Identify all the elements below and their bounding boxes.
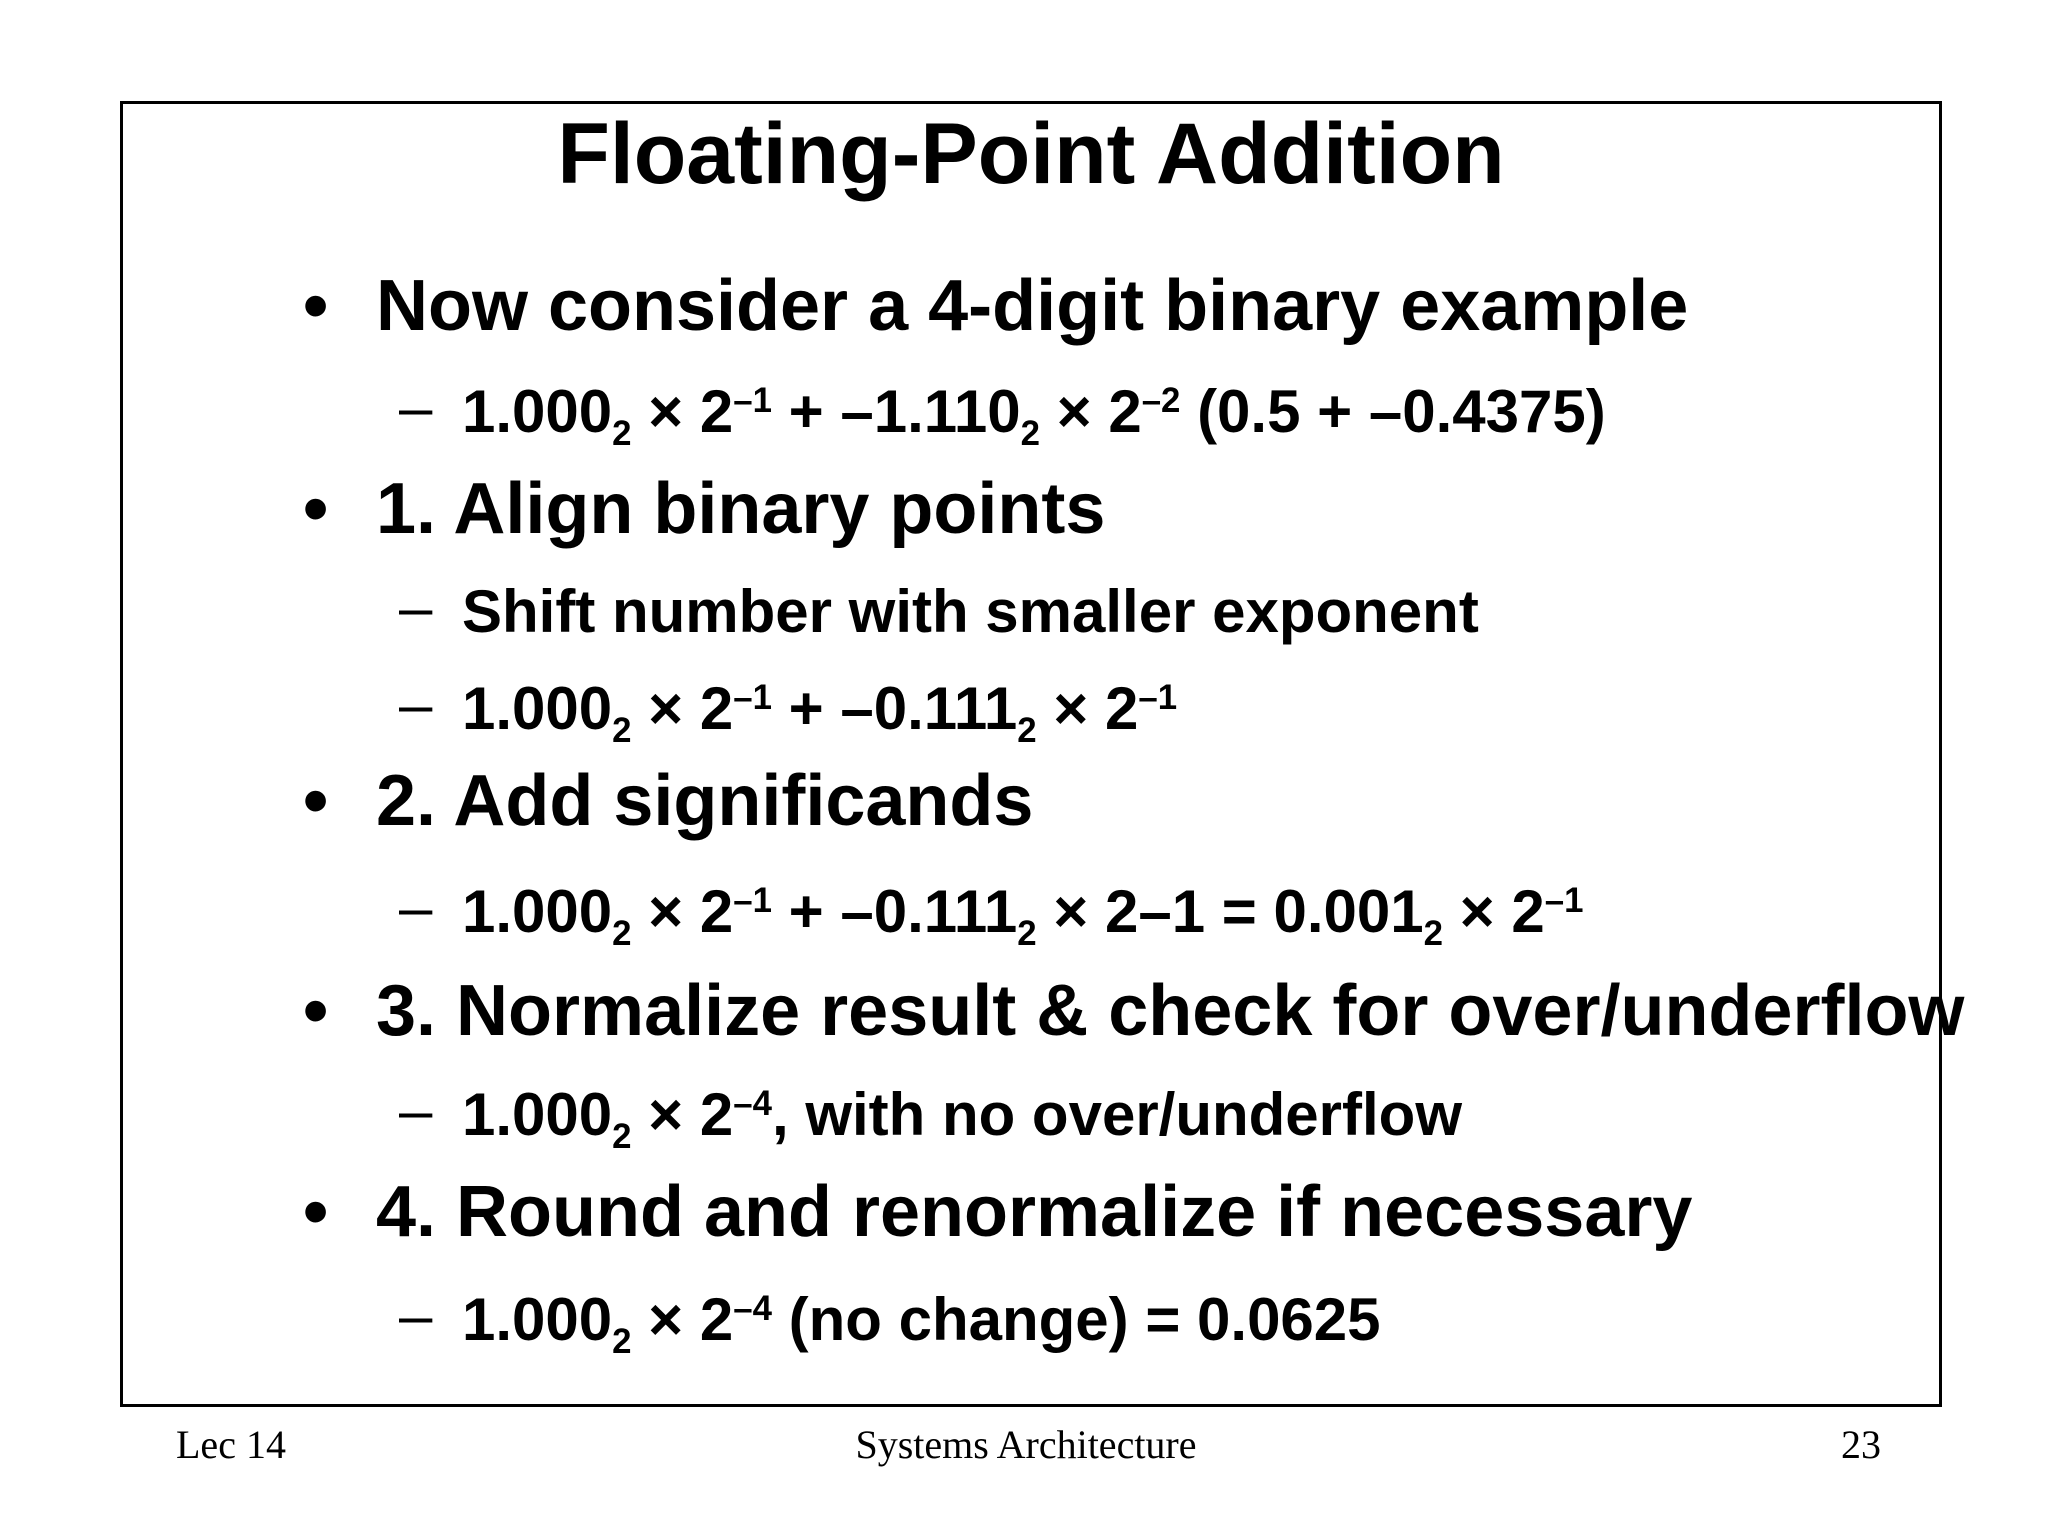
sub-bullet-text	[462, 378, 1606, 454]
sub-bullet-item	[281, 574, 1479, 650]
slide-title-text: Floating-Point Addition	[557, 106, 1505, 202]
superscript: –1	[733, 677, 772, 717]
text-run: + –0.111	[771, 675, 1018, 742]
bullet-text: 2. Add significands	[376, 761, 1034, 841]
sub-bullet-text	[462, 878, 1584, 954]
bullet-icon: •	[303, 266, 329, 346]
subscript: 2	[612, 1117, 632, 1157]
dash-icon: –	[399, 671, 433, 738]
dash-icon: –	[399, 574, 433, 641]
bullet-text: 4. Round and renormalize if necessary	[376, 1172, 1693, 1252]
superscript: –1	[733, 880, 772, 920]
subscript: 2	[612, 1322, 632, 1362]
bullet-text: Now consider a 4-digit binary example	[376, 266, 1689, 346]
sub-bullet-text: Shift number with smaller exponent	[462, 578, 1479, 645]
text-run: × 2	[631, 675, 734, 742]
bullet-icon: •	[303, 469, 329, 549]
superscript: –4	[733, 1083, 772, 1123]
bullet-item	[253, 261, 1689, 351]
slide-title	[123, 104, 1939, 204]
superscript: –1	[1544, 880, 1584, 920]
footer-course-title: Systems Architecture	[855, 1422, 1197, 1467]
sub-bullet-item	[281, 1077, 1462, 1157]
bullet-item	[253, 756, 1034, 846]
slide-frame	[120, 101, 1965, 1407]
subscript: 2	[1423, 914, 1443, 954]
sub-bullet-text	[462, 1081, 1462, 1157]
bullet-icon: •	[303, 761, 329, 841]
text-run: + –1.110	[771, 378, 1021, 445]
text-run: × 2	[1039, 378, 1142, 445]
text-run: × 2	[631, 1286, 734, 1353]
superscript: –2	[1141, 380, 1181, 420]
sub-bullet-text	[462, 675, 1178, 751]
text-run: 1.000	[462, 675, 613, 742]
sub-bullet-item	[281, 671, 1178, 751]
dash-icon: –	[399, 874, 433, 941]
bullet-icon: •	[303, 971, 329, 1051]
footer-lecture: Lec 14	[176, 1422, 286, 1467]
text-run: × 2	[1036, 675, 1139, 742]
text-run: + –0.111	[771, 878, 1018, 945]
subscript: 2	[612, 414, 632, 454]
text-run: × 2	[631, 378, 734, 445]
subscript: 2	[1017, 914, 1037, 954]
text-run: 1.000	[462, 1286, 613, 1353]
bullet-item	[253, 1167, 1693, 1257]
text-run: (0.5 + –0.4375)	[1180, 378, 1606, 445]
bullet-text: 3. Normalize result & check for over/underflow	[376, 971, 1965, 1051]
dash-icon: –	[399, 374, 433, 441]
text-run: × 2	[631, 1081, 734, 1148]
footer-page-number: 23	[1841, 1422, 1881, 1467]
text-run: × 2	[631, 878, 734, 945]
text-run: 1.000	[462, 1081, 613, 1148]
dash-icon: –	[399, 1282, 433, 1349]
subscript: 2	[612, 711, 632, 751]
subscript: 2	[612, 914, 632, 954]
text-run: × 2–1 = 0.001	[1036, 878, 1424, 945]
subscript: 2	[1017, 711, 1037, 751]
bullet-item	[253, 464, 1106, 554]
text-run: 1.000	[462, 878, 613, 945]
superscript: –1	[1138, 677, 1178, 717]
superscript: –4	[733, 1288, 772, 1328]
text-run: × 2	[1443, 878, 1545, 945]
text-run: (no change) = 0.0625	[771, 1286, 1381, 1353]
text-run: , with no over/underflow	[771, 1081, 1462, 1148]
sub-bullet-item	[281, 374, 1606, 454]
bullet-item	[253, 966, 1965, 1056]
dash-icon: –	[399, 1077, 433, 1144]
bullet-text: 1. Align binary points	[376, 469, 1106, 549]
subscript: 2	[1020, 414, 1040, 454]
sub-bullet-text	[462, 1286, 1381, 1362]
sub-bullet-item	[281, 1282, 1381, 1362]
superscript: –1	[733, 380, 772, 420]
sub-bullet-item	[281, 874, 1584, 954]
bullet-icon: •	[303, 1172, 329, 1252]
text-run: 1.000	[462, 378, 613, 445]
